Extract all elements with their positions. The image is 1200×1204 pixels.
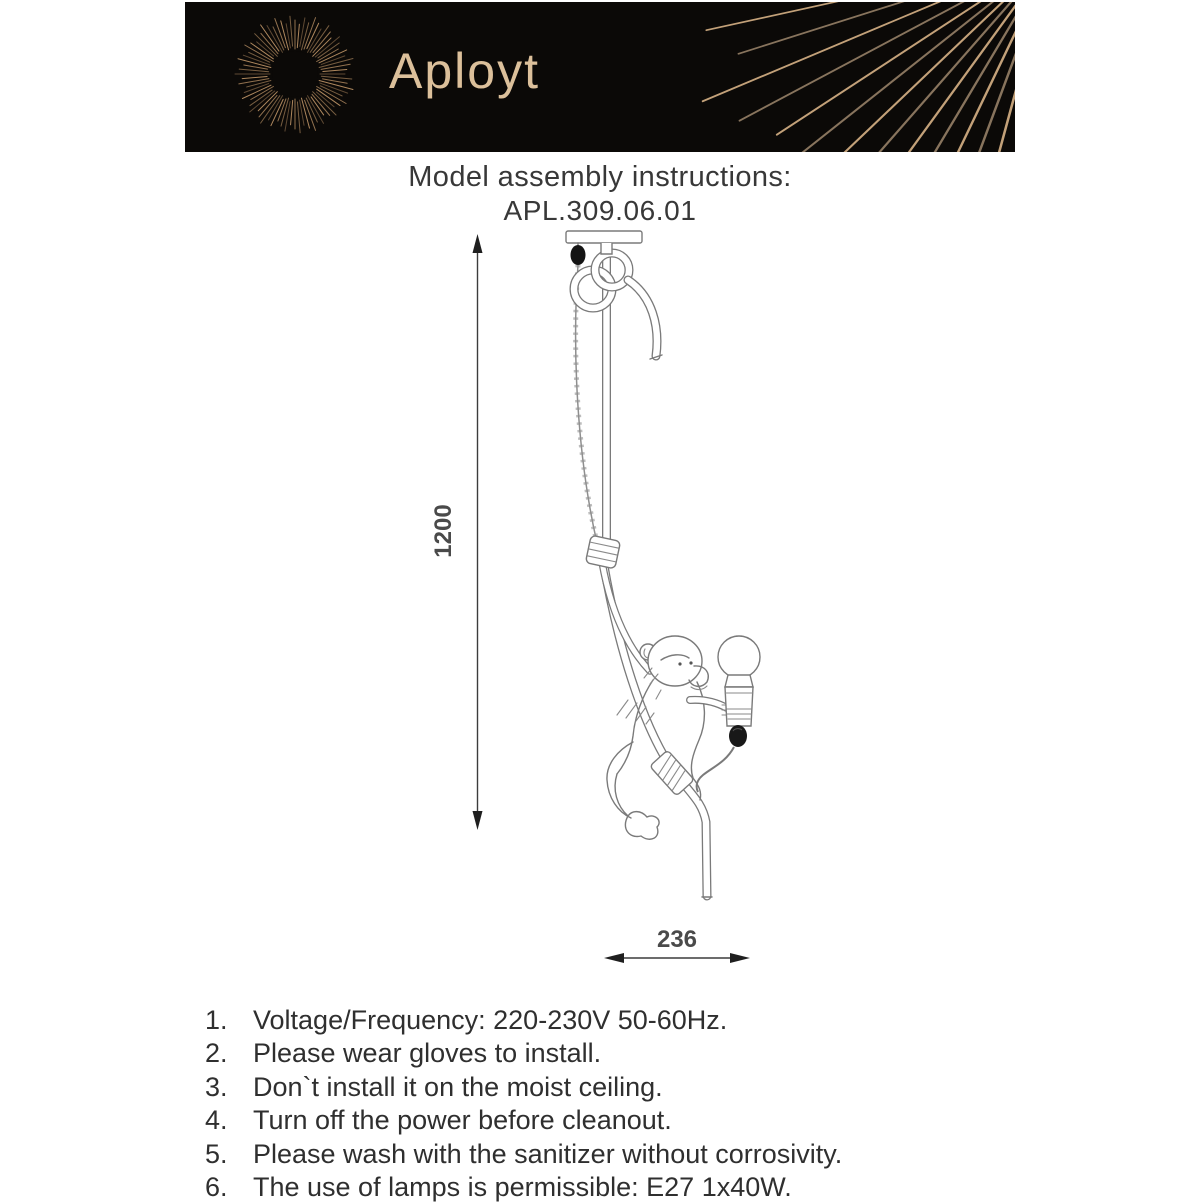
instruction-number: 4. [205, 1105, 228, 1136]
rope-knot [574, 253, 662, 359]
rope-lower [603, 560, 712, 897]
height-dimension [430, 234, 483, 830]
instruction-text: Turn off the power before cleanout. [253, 1105, 672, 1136]
instruction-item [205, 1004, 1065, 1037]
page-title [0, 160, 1200, 227]
instruction-text: Voltage/Frequency: 220-230V 50-60Hz. [253, 1005, 728, 1035]
instruction-number: 6. [205, 1172, 228, 1203]
model-code: APL.309.06.01 [503, 195, 697, 226]
instruction-number: 3. [205, 1071, 228, 1102]
arrow-up-icon [473, 234, 483, 253]
width-dimension-label: 236 [656, 926, 698, 953]
arrow-right-icon [730, 953, 750, 963]
cord-grip [571, 245, 586, 265]
lamp-technical-drawing [420, 225, 820, 985]
instruction-list [205, 1004, 1065, 1204]
instruction-item [205, 1071, 1065, 1104]
instruction-text: Please wash with the sanitizer without corrosivity. [253, 1138, 843, 1169]
instruction-item [205, 1104, 1065, 1137]
instruction-number: 2. [205, 1038, 228, 1069]
instruction-item [205, 1171, 1065, 1204]
hand-grip-wrap [585, 535, 620, 569]
instruction-text: Please wear gloves to install. [253, 1038, 602, 1069]
light-bulb [697, 636, 760, 792]
brand-logo-text: Aployt [389, 43, 540, 99]
starburst-sun-icon [185, 2, 1015, 152]
brand-banner [185, 2, 1015, 152]
instruction-number: 5. [205, 1138, 228, 1169]
instruction-text: The use of lamps is permissible: E27 1x40W. [253, 1172, 792, 1203]
instruction-number: 1. [205, 1005, 228, 1035]
title-line1: Model assembly instructions: [408, 161, 792, 193]
width-dimension [604, 926, 750, 963]
arrow-down-icon [473, 811, 483, 830]
power-wire [697, 747, 734, 792]
instruction-item [205, 1037, 1065, 1070]
instruction-text: Don`t install it on the moist ceiling. [253, 1071, 663, 1102]
arrow-left-icon [604, 953, 624, 963]
height-dimension-label: 1200 [430, 504, 457, 558]
instruction-item [205, 1138, 1065, 1171]
monkey-head [640, 636, 708, 690]
